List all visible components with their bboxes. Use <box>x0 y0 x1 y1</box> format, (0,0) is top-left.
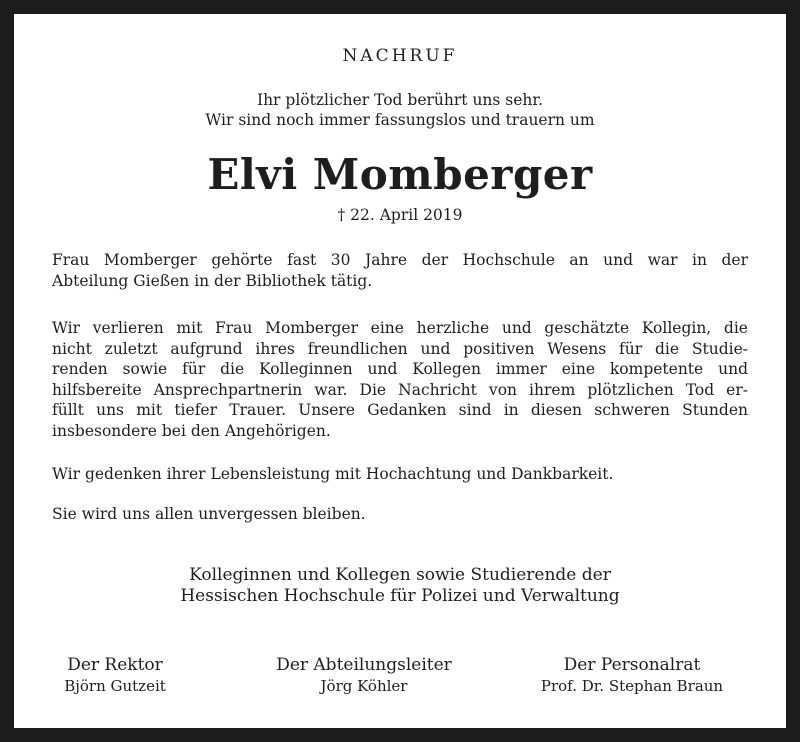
signatory-role: Der Abteilungsleiter <box>276 655 452 675</box>
mourners-line: Kolleginnen und Kollegen sowie Studierende der <box>189 565 611 585</box>
paragraph-service <box>52 250 748 291</box>
signatory-name: Jörg Köhler <box>320 677 408 695</box>
mourners-line: Hessischen Hochschule für Polizei und Verwaltung <box>180 586 620 606</box>
paragraph-closing: Sie wird uns allen unvergessen bleiben. <box>52 505 366 523</box>
signatory-name: Björn Gutzeit <box>64 677 166 695</box>
signatory-name: Prof. Dr. Stephan Braun <box>540 677 724 695</box>
text-line: Abteilung Gießen in der Bibliothek tätig. <box>52 271 373 290</box>
mourners-block <box>14 565 786 607</box>
text-line: füllt uns mit tiefer Trauer. Unsere Gedanken sind in diesen schweren Stunden <box>52 401 748 419</box>
intro-line: Ihr plötzlicher Tod berührt uns sehr. <box>256 91 544 109</box>
signatory-department-head <box>254 654 474 696</box>
death-date: † 22. April 2019 <box>337 206 463 224</box>
deceased-name: Elvi Momberger <box>207 150 593 199</box>
text-line: renden sowie für die Kolleginnen und Kollegen immer eine kompetente und <box>52 360 748 378</box>
signatory-role: Der Personalrat <box>563 655 701 675</box>
signatory-role: Der Rektor <box>67 655 163 675</box>
text-line: nicht zuletzt aufgrund ihres freundlichen und positiven Wesens für die Studie- <box>52 339 748 358</box>
text-line: Wir verlieren mit Frau Momberger eine herzliche und geschätzte Kollegin, die <box>52 319 748 337</box>
paragraph-remembrance: Wir gedenken ihrer Lebensleistung mit Hochachtung und Dankbarkeit. <box>52 465 614 483</box>
intro-line: Wir sind noch immer fassungslos und trauern um <box>205 111 595 129</box>
paragraph-tribute <box>52 318 748 441</box>
text-line: Frau Momberger gehörte fast 30 Jahre der Hochschule an und war in der <box>52 251 748 269</box>
signatory-rector <box>34 654 196 696</box>
intro-text <box>14 90 786 130</box>
text-line: insbesondere bei den Angehörigen. <box>52 421 331 440</box>
obituary-notice <box>14 14 786 728</box>
notice-heading: NACHRUF <box>342 46 458 66</box>
signatory-staff-council <box>514 654 750 696</box>
text-line: hilfsbereite Ansprechpartnerin war. Die Nachricht von ihrem plötzlichen Tod er- <box>52 380 748 399</box>
